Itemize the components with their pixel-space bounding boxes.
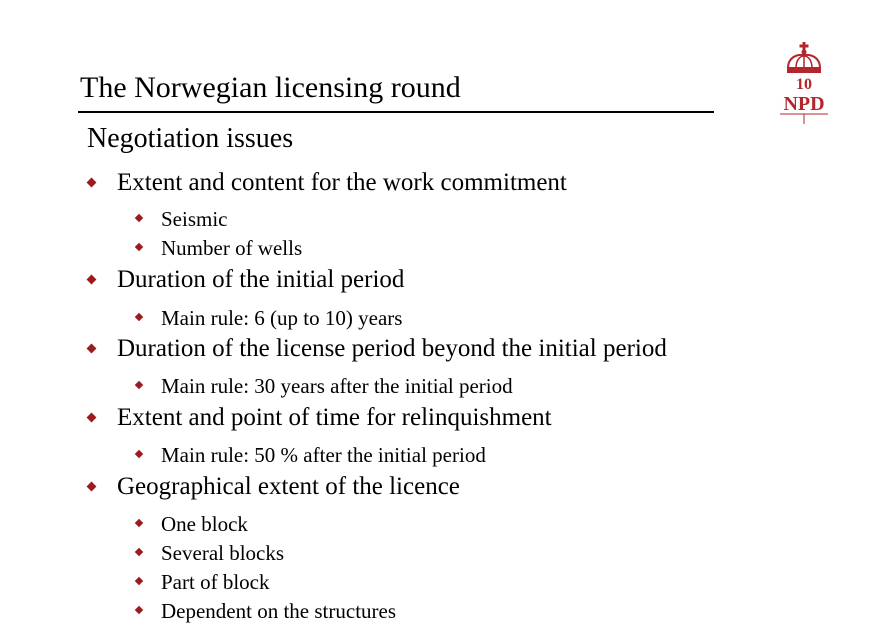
sub-bullet-text: Main rule: 50 % after the initial period bbox=[161, 443, 486, 467]
bullet-text: Extent and content for the work commitment bbox=[117, 169, 567, 196]
diamond-bullet-icon bbox=[87, 275, 97, 285]
bullet-text: Duration of the license period beyond the initial period bbox=[117, 335, 667, 362]
sub-bullet-text: Seismic bbox=[161, 207, 228, 231]
bullet-text: Geographical extent of the licence bbox=[117, 473, 460, 500]
sub-bullet-text: One block bbox=[161, 512, 248, 536]
diamond-bullet-icon bbox=[135, 577, 143, 585]
sub-bullet-text: Number of wells bbox=[161, 236, 303, 260]
sub-bullet-text: Part of block bbox=[161, 570, 270, 594]
diamond-bullet-icon bbox=[87, 482, 97, 492]
diamond-bullet-icon bbox=[87, 344, 97, 354]
logo-text: NPD bbox=[783, 93, 825, 115]
sub-bullet-text: Several blocks bbox=[161, 541, 285, 565]
diamond-bullet-icon bbox=[135, 381, 143, 389]
slide-title: The Norwegian licensing round bbox=[80, 71, 461, 104]
diamond-bullet-icon bbox=[135, 606, 143, 614]
diamond-bullet-icon bbox=[135, 214, 143, 222]
diamond-bullet-icon bbox=[87, 178, 97, 188]
diamond-bullet-icon bbox=[135, 313, 143, 321]
diamond-bullet-icon bbox=[87, 413, 97, 423]
logo-number: 10 bbox=[796, 76, 812, 93]
slide-subtitle: Negotiation issues bbox=[87, 123, 294, 154]
diamond-bullet-icon bbox=[135, 450, 143, 458]
sub-bullet-text: Main rule: 30 years after the initial period bbox=[161, 374, 513, 398]
diamond-bullet-icon bbox=[135, 243, 143, 251]
sub-bullet-text: Main rule: 6 (up to 10) years bbox=[161, 306, 403, 330]
sub-bullet-text: Dependent on the structures bbox=[161, 599, 397, 623]
bullet-text: Extent and point of time for relinquishment bbox=[117, 404, 552, 431]
diamond-bullet-icon bbox=[135, 519, 143, 527]
diamond-bullet-icon bbox=[135, 548, 143, 556]
bullet-text: Duration of the initial period bbox=[117, 266, 405, 293]
